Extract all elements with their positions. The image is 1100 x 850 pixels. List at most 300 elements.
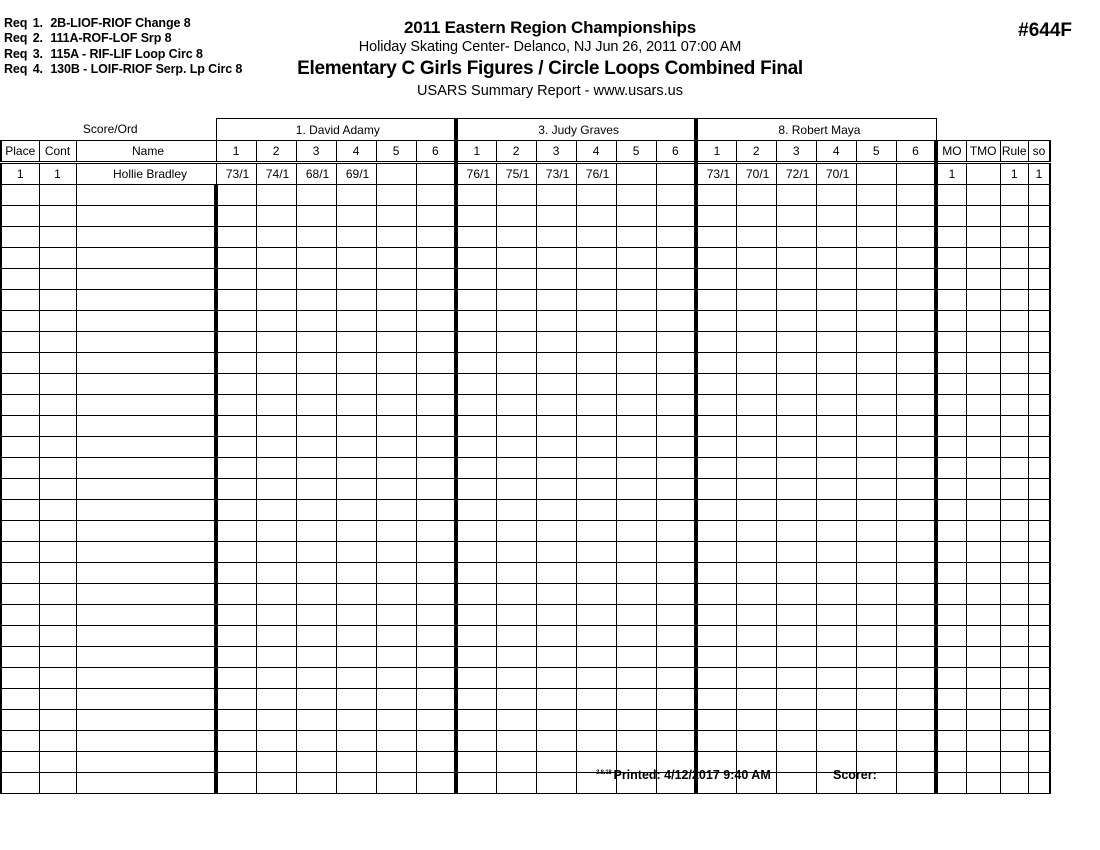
cell-empty [776,395,816,416]
cell-empty [536,605,576,626]
cell-empty [216,710,256,731]
cell-empty [496,689,536,710]
cell-empty [39,479,76,500]
cell-empty [536,395,576,416]
cell-empty [576,521,616,542]
cell-empty [296,332,336,353]
cell-empty [336,710,376,731]
cell-empty [1000,206,1028,227]
cell-empty [296,374,336,395]
cell-empty [1,311,39,332]
cell-empty [776,248,816,269]
venue-datetime: Holiday Skating Center- Delanco, NJ Jun 26, 2011 07:00 AM [358,39,742,55]
cell-empty [966,479,1000,500]
cell-empty [616,227,656,248]
cell-empty [856,626,896,647]
cell-empty [256,521,296,542]
cell-empty [966,206,1000,227]
cell-empty [216,395,256,416]
table-row-empty[interactable] [1,311,1050,332]
cell-empty [536,248,576,269]
requirement-label: Req [4,31,28,46]
cell-empty [256,563,296,584]
cell-empty [456,563,496,584]
cell-empty [736,311,776,332]
cell-empty [616,332,656,353]
cell-empty [1028,374,1050,395]
table-row-empty[interactable] [1,542,1050,563]
cell-empty [256,605,296,626]
cell-empty [536,584,576,605]
cell-empty [696,731,736,752]
cell-empty [1028,689,1050,710]
cell-j1-s4: 69/1 [336,163,376,185]
cell-empty [896,248,936,269]
cell-empty [76,290,216,311]
cell-empty [39,521,76,542]
cell-empty [856,542,896,563]
cell-empty [776,185,816,206]
cell-empty [576,668,616,689]
cell-empty [1028,605,1050,626]
cell-empty [76,479,216,500]
cell-empty [696,437,736,458]
cell-empty [966,500,1000,521]
cell-empty [256,689,296,710]
cell-empty [896,353,936,374]
cell-empty [76,332,216,353]
cell-empty [336,416,376,437]
cell-empty [39,626,76,647]
cell-empty [776,479,816,500]
cell-empty [696,227,736,248]
cell-empty [896,731,936,752]
table-row-empty[interactable] [1,584,1050,605]
cell-empty [736,416,776,437]
cell-empty [416,479,456,500]
cell-empty [496,458,536,479]
cell-empty [39,416,76,437]
cell-empty [1000,584,1028,605]
cell-empty [39,437,76,458]
cell-place: 1 [1,163,39,185]
cell-empty [936,437,966,458]
cell-empty [76,353,216,374]
cell-empty [856,584,896,605]
cell-empty [496,584,536,605]
cell-empty [1000,605,1028,626]
cell-empty [216,521,256,542]
cell-empty [39,542,76,563]
cell-empty [1,206,39,227]
cell-empty [296,563,336,584]
cell-empty [736,374,776,395]
cell-empty [936,626,966,647]
cell-empty [776,206,816,227]
cell-empty [896,542,936,563]
cell-empty [576,647,616,668]
cell-empty [296,605,336,626]
table-row-empty[interactable] [1,227,1050,248]
cell-empty [776,584,816,605]
cell-empty [256,710,296,731]
cell-empty [1028,521,1050,542]
cell-empty [256,542,296,563]
cell-empty [536,311,576,332]
table-row-empty[interactable] [1,710,1050,731]
cell-empty [816,311,856,332]
cell-empty [776,500,816,521]
cell-empty [456,458,496,479]
version-mark: 3.8.18 [596,769,612,776]
cell-empty [576,563,616,584]
cell-empty [496,227,536,248]
cell-empty [496,668,536,689]
cell-empty [1,542,39,563]
cell-empty [416,626,456,647]
cell-empty [256,185,296,206]
cell-empty [256,437,296,458]
cell-empty [896,479,936,500]
table-row-empty[interactable] [1,206,1050,227]
cell-empty [966,374,1000,395]
table-row-empty[interactable] [1,458,1050,479]
cell-empty [39,206,76,227]
requirement-item [4,31,304,46]
cell-empty [496,290,536,311]
table-row-empty[interactable] [1,248,1050,269]
table-row-empty[interactable] [1,479,1050,500]
cell-empty [1,416,39,437]
requirement-item [4,47,304,62]
cell-empty [656,458,696,479]
table-row-empty[interactable] [1,563,1050,584]
cell-empty [296,689,336,710]
cell-empty [576,290,616,311]
cell-empty [216,374,256,395]
cell-empty [336,227,376,248]
cell-empty [816,668,856,689]
cell-empty [1028,458,1050,479]
cell-empty [896,710,936,731]
cell-empty [776,731,816,752]
cell-empty [616,269,656,290]
cell-empty [76,731,216,752]
cell-empty [1000,311,1028,332]
cell-empty [656,689,696,710]
cell-empty [416,395,456,416]
cell-empty [936,605,966,626]
cell-empty [1028,668,1050,689]
cell-empty [1028,353,1050,374]
cell-empty [296,731,336,752]
table-row-empty[interactable] [1,689,1050,710]
cell-empty [416,185,456,206]
cell-empty [456,374,496,395]
cell-empty [496,332,536,353]
cell-j2-s2: 75/1 [496,163,536,185]
cell-empty [456,227,496,248]
cell-empty [936,227,966,248]
cell-empty [736,584,776,605]
cell-empty [296,185,336,206]
cell-empty [896,437,936,458]
cell-empty [696,542,736,563]
cell-empty [336,584,376,605]
cell-empty [856,374,896,395]
cell-j3-s1: 73/1 [696,163,736,185]
cell-j2-s1: 76/1 [456,163,496,185]
table-row-empty[interactable] [1,647,1050,668]
cell-empty [656,668,696,689]
cell-empty [736,290,776,311]
cell-empty [216,332,256,353]
cell-empty [536,374,576,395]
cell-empty [936,395,966,416]
cell-empty [1028,185,1050,206]
cell-empty [456,290,496,311]
cell-empty [536,290,576,311]
cell-empty [336,521,376,542]
table-row-empty[interactable] [1,500,1050,521]
score-ord-label: Score/Ord [82,122,138,137]
cell-empty [496,563,536,584]
header-j1-s5: 5 [376,141,416,163]
cell-empty [296,584,336,605]
cell-empty [416,437,456,458]
table-row-empty[interactable] [1,668,1050,689]
cell-empty [76,458,216,479]
cell-empty [456,206,496,227]
cell-empty [1028,626,1050,647]
table-row-empty[interactable] [1,185,1050,206]
cell-empty [1000,437,1028,458]
cell-empty [776,374,816,395]
band-spacer [936,119,1050,141]
cell-empty [696,353,736,374]
cell-empty [376,185,416,206]
cell-empty [1000,374,1028,395]
cell-empty [896,227,936,248]
cell-empty [456,521,496,542]
cell-empty [696,458,736,479]
cell-empty [256,458,296,479]
table-row-empty[interactable] [1,416,1050,437]
table-row-empty[interactable] [1,353,1050,374]
cell-empty [736,353,776,374]
cell-empty [376,500,416,521]
cell-empty [1000,668,1028,689]
cell-empty [656,563,696,584]
cell-empty [936,710,966,731]
cell-empty [1028,227,1050,248]
cell-empty [336,248,376,269]
cell-empty [216,500,256,521]
table-row-empty[interactable] [1,626,1050,647]
header-j2-s2: 2 [496,141,536,163]
header-j2-s3: 3 [536,141,576,163]
header-j1-s3: 3 [296,141,336,163]
cell-empty [576,206,616,227]
cell-empty [966,332,1000,353]
cell-empty [256,227,296,248]
cell-empty [656,521,696,542]
cell-empty [966,353,1000,374]
cell-empty [536,332,576,353]
cell-empty [536,437,576,458]
cell-empty [776,227,816,248]
cell-j3-s5 [856,163,896,185]
cell-empty [576,542,616,563]
cell-empty [256,626,296,647]
cell-empty [616,626,656,647]
cell-empty [576,311,616,332]
table-row-empty[interactable] [1,269,1050,290]
cell-empty [216,353,256,374]
cell-empty [1028,710,1050,731]
cell-empty [736,605,776,626]
cell-empty [576,731,616,752]
cell-empty [1,395,39,416]
cell-empty [856,185,896,206]
cell-empty [816,689,856,710]
cell-empty [1,353,39,374]
cell-empty [39,668,76,689]
event-number: #644F [1018,20,1072,41]
cell-empty [1,332,39,353]
cell-empty [39,185,76,206]
cell-empty [936,542,966,563]
cell-empty [336,731,376,752]
cell-empty [376,689,416,710]
table-row-empty[interactable] [1,332,1050,353]
cell-empty [736,647,776,668]
cell-empty [256,584,296,605]
cell-empty [816,500,856,521]
cell-empty [696,395,736,416]
cell-empty [336,290,376,311]
cell-empty [296,626,336,647]
cell-empty [936,500,966,521]
cell-empty [1,248,39,269]
printed-timestamp: Printed: 4/12/2017 9:40 AM [613,768,771,782]
cell-empty [856,227,896,248]
cell-empty [536,269,576,290]
cell-empty [656,374,696,395]
cell-j1-s6 [416,163,456,185]
header-mo: MO [936,141,966,163]
cell-empty [336,647,376,668]
cell-empty [616,542,656,563]
cell-empty [736,626,776,647]
cell-empty [656,227,696,248]
cell-empty [496,185,536,206]
table-row-empty[interactable] [1,395,1050,416]
cell-empty [536,626,576,647]
cell-empty [576,710,616,731]
cell-empty [816,248,856,269]
cell-empty [76,269,216,290]
cell-empty [616,311,656,332]
table-row-empty[interactable] [1,437,1050,458]
table-row-empty[interactable] [1,731,1050,752]
cell-empty [1,668,39,689]
cell-empty [896,374,936,395]
cell-empty [456,626,496,647]
cell-empty [336,353,376,374]
cell-empty [39,290,76,311]
cell-j2-s5 [616,163,656,185]
cell-j2-s3: 73/1 [536,163,576,185]
cell-empty [76,647,216,668]
table-row[interactable] [1,163,1050,185]
cell-empty [1,227,39,248]
cell-empty [376,311,416,332]
cell-empty [1,374,39,395]
table-row-empty[interactable] [1,521,1050,542]
cell-empty [1,458,39,479]
cell-empty [696,374,736,395]
cell-empty [656,269,696,290]
cell-empty [376,353,416,374]
cell-empty [736,332,776,353]
cell-empty [496,647,536,668]
cell-empty [696,563,736,584]
cell-empty [816,542,856,563]
cell-j2-s6 [656,163,696,185]
cell-empty [496,416,536,437]
cell-empty [336,311,376,332]
cell-empty [576,416,616,437]
cell-empty [336,542,376,563]
header-so: so [1028,141,1050,163]
cell-empty [39,227,76,248]
cell-empty [1000,353,1028,374]
cell-empty [856,332,896,353]
cell-empty [576,500,616,521]
cell-empty [1000,416,1028,437]
cell-empty [896,521,936,542]
cell-empty [1000,731,1028,752]
cell-empty [496,248,536,269]
cell-empty [856,500,896,521]
cell-empty [76,689,216,710]
cell-empty [1028,437,1050,458]
cell-empty [576,374,616,395]
cell-empty [856,605,896,626]
cell-empty [1028,416,1050,437]
cell-empty [936,731,966,752]
cell-empty [576,458,616,479]
cell-empty [896,605,936,626]
table-row-empty[interactable] [1,605,1050,626]
table-row-empty[interactable] [1,290,1050,311]
cell-empty [39,248,76,269]
cell-empty [39,458,76,479]
cell-empty [216,206,256,227]
cell-empty [856,731,896,752]
cell-empty [336,605,376,626]
header-j1-s2: 2 [256,141,296,163]
cell-empty [896,584,936,605]
cell-empty [256,500,296,521]
cell-empty [216,479,256,500]
cell-j2-s4: 76/1 [576,163,616,185]
table-row-empty[interactable] [1,374,1050,395]
column-header-row [1,141,1050,163]
cell-empty [936,353,966,374]
cell-empty [336,458,376,479]
